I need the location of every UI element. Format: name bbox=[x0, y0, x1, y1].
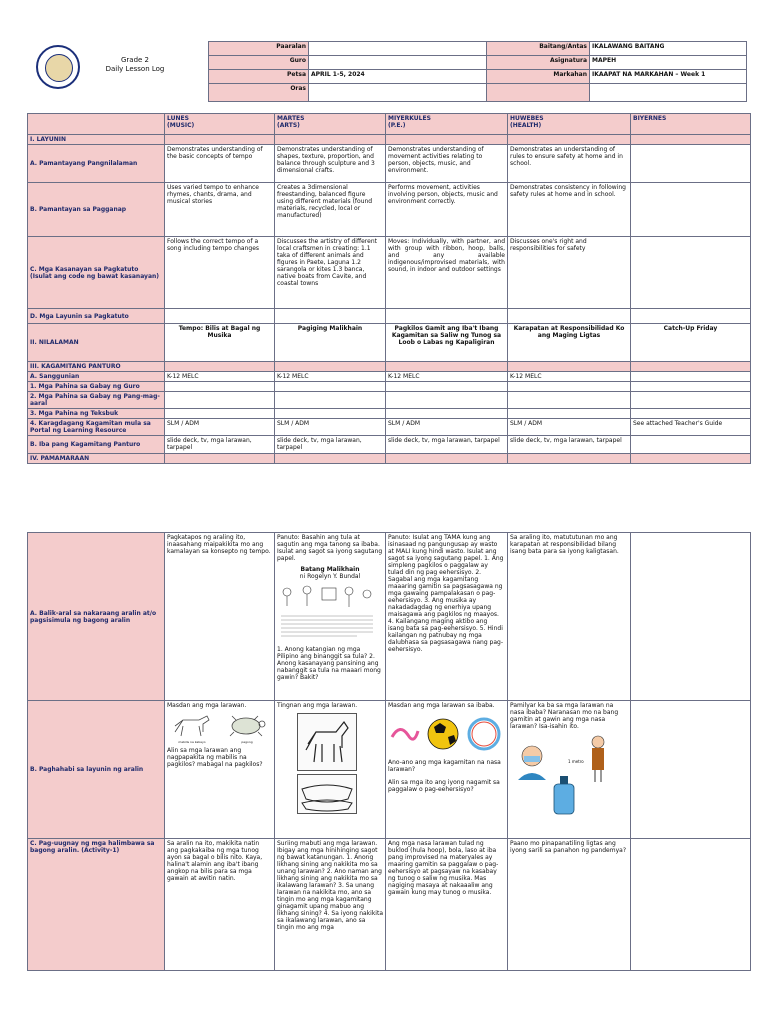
row-label: 3. Mga Pahina ng Teksbuk bbox=[28, 409, 165, 419]
taka-horse-picture bbox=[297, 713, 357, 771]
table-cell: Karapatan at Responsibilidad Ko ang Maging Ligtas bbox=[508, 324, 631, 362]
procedure-table bbox=[27, 532, 751, 971]
instruction-text: Masdan ang mga larawan. bbox=[167, 702, 247, 709]
instruction-text: Masdan ang mga larawan sa ibaba. bbox=[388, 702, 495, 709]
table-cell: Discusses one's right and responsibilities for safety bbox=[508, 237, 631, 309]
day-name: MIYERKULES bbox=[388, 115, 431, 122]
row-label: D. Mga Layunin sa Pagkatuto bbox=[28, 309, 165, 324]
day-subject: (ARTS) bbox=[277, 122, 300, 129]
day-header bbox=[165, 114, 275, 135]
day-header bbox=[508, 114, 631, 135]
header-label bbox=[487, 84, 590, 102]
table-cell bbox=[165, 701, 275, 839]
table-cell bbox=[631, 533, 751, 701]
caption: pagong bbox=[241, 740, 253, 744]
table-cell: Performs movement, activities involving person, objects, music and environment correctly. bbox=[386, 183, 508, 237]
table-cell: Suriing mabuti ang mga larawan. Ibigay ang mga hinihinging sagot ng bawat katanungan. 1. Anong likhang sining ang nakikita mo sa unang larawan? 2. Ano naman ang likhang sining ang nakikita mo sa ikalawang larawan? 3. Sa unang larawan na nakikita mo, ano sa tingin mo ang mga kagamitang ginagamit upang mabuo ang likhang sining? 4. Sa iyong nakikita sa ikalawang larawan, ano sa tingin mo ang mga bbox=[275, 839, 386, 971]
table-cell: Discusses the artistry of different local craftsmen in creating: 1.1 taka of different animals and figures in Paete, Laguna 1.2 sarangola or kites 1.3 banca, native boats from Cavite, and coastal towns bbox=[275, 237, 386, 309]
children-crafting-icon bbox=[277, 582, 377, 644]
table-cell: SLM / ADM bbox=[386, 419, 508, 436]
table-row bbox=[28, 392, 751, 409]
table-cell: Demonstrates consistency in following safety rules at home and in school. bbox=[508, 183, 631, 237]
table-row bbox=[28, 839, 751, 971]
row-label: B. Iba pang Kagamitang Panturo bbox=[28, 436, 165, 454]
table-cell: SLM / ADM bbox=[165, 419, 275, 436]
turtle-picture bbox=[222, 712, 272, 744]
table-row bbox=[28, 237, 751, 309]
table-cell: K-12 MELC bbox=[165, 372, 275, 382]
table-row bbox=[28, 533, 751, 701]
table-cell: SLM / ADM bbox=[275, 419, 386, 436]
day-header bbox=[275, 114, 386, 135]
table-cell: slide deck, tv, mga larawan, tarpapel bbox=[165, 436, 275, 454]
table-cell: Tempo: Bilis at Bagal ng Musika bbox=[165, 324, 275, 362]
section-label: IV. PAMAMARAAN bbox=[28, 454, 165, 464]
header-row bbox=[209, 56, 747, 70]
header-value: IKAAPAT NA MARKAHAN – Week 1 bbox=[590, 70, 747, 84]
poem-illustration bbox=[277, 582, 383, 644]
header-label: Markahan bbox=[487, 70, 590, 84]
header-label: Guro bbox=[209, 56, 309, 70]
table-cell bbox=[275, 533, 386, 701]
horse-icon bbox=[169, 712, 215, 738]
question-text: Ano-ano ang mga kagamitan na nasa larawan? bbox=[388, 759, 501, 773]
section-row bbox=[28, 135, 751, 145]
section-label: I. LAYUNIN bbox=[28, 135, 165, 145]
day-subject: (HEALTH) bbox=[510, 122, 542, 129]
table-cell bbox=[631, 145, 751, 183]
row-label: 2. Mga Pahina sa Gabay ng Pang-mag-aaral bbox=[28, 392, 165, 409]
distance-sign: 1 metro bbox=[568, 759, 584, 764]
table-cell: SLM / ADM bbox=[508, 419, 631, 436]
row-label: II. NILALAMAN bbox=[28, 324, 165, 362]
table-cell: Pagkatapos ng araling ito, inaasahang maipakikita mo ang kamalayan sa konsepto ng tempo. bbox=[165, 533, 275, 701]
day-name: HUWEBES bbox=[510, 115, 544, 122]
day-header bbox=[631, 114, 751, 135]
table-row bbox=[28, 701, 751, 839]
section-row bbox=[28, 454, 751, 464]
row-label: A. Balik-aral sa nakaraang aralin at/o pagsisimula ng bagong aralin bbox=[28, 533, 165, 701]
day-name: BIYERNES bbox=[633, 115, 667, 122]
table-cell: Pagiging Malikhain bbox=[275, 324, 386, 362]
table-cell: Demonstrates understanding of shapes, texture, proportion, and balance through sculpture and 3 dimensional crafts. bbox=[275, 145, 386, 183]
table-cell bbox=[508, 701, 631, 839]
banca-boat-picture bbox=[297, 774, 357, 814]
instruction-text: Pamilyar ka ba sa mga larawan na nasa ibaba? Naranasan mo na bang gamitin at gawin ang mga nasa larawan? Isa-isahin ito. bbox=[510, 702, 619, 730]
table-cell: slide deck, tv, mga larawan, tarpapel bbox=[386, 436, 508, 454]
table-row bbox=[28, 309, 751, 324]
boat-icon bbox=[298, 775, 356, 813]
table-row bbox=[28, 419, 751, 436]
table-cell: Demonstrates an understanding of rules to ensure safety at home and in school. bbox=[508, 145, 631, 183]
table-cell bbox=[631, 839, 751, 971]
table-cell bbox=[631, 237, 751, 309]
table-cell: K-12 MELC bbox=[508, 372, 631, 382]
header-row bbox=[209, 84, 747, 102]
day-name: LUNES bbox=[167, 115, 189, 122]
equipment-pictures bbox=[388, 715, 505, 753]
questions-text: 1. Anong katangian ng mga Pilipino ang binanggit sa tula? 2. Anong kasanayang pansining ang nabanggit sa tula na maaari mong gawin? Bakit? bbox=[277, 646, 381, 681]
table-cell: Sa aralin na ito, makikita natin ang pagkakaiba ng mga tunog ayon sa bagal o bilis nito. Kaya, halina't alamin ang iba't ibang angkop na bilis para sa mga gawain at awitin natin. bbox=[165, 839, 275, 971]
table-cell: Demonstrates understanding of movement activities relating to person, objects, music, and environment. bbox=[386, 145, 508, 183]
table-row bbox=[28, 382, 751, 392]
day-subject: (MUSIC) bbox=[167, 122, 195, 129]
header-row bbox=[209, 42, 747, 56]
table-cell bbox=[386, 701, 508, 839]
turtle-icon bbox=[224, 712, 270, 738]
header-label: Baitang/Antas bbox=[487, 42, 590, 56]
log-title: Daily Lesson Log bbox=[105, 65, 165, 73]
poem-title: Batang Malikhain bbox=[300, 566, 360, 573]
question-text: Alin sa mga larawan ang nagpapakita ng mabilis na pagkilos? mabagal na pagkilos? bbox=[167, 747, 263, 768]
table-cell: Demonstrates understanding of the basic concepts of tempo bbox=[165, 145, 275, 183]
table-cell: Creates a 3dimensional freestanding, balanced figure using different materials (found materials, recycled, local or manufactured) bbox=[275, 183, 386, 237]
lesson-log-table bbox=[27, 113, 751, 464]
header-value bbox=[309, 42, 487, 56]
caption: mabilis na kabayo bbox=[178, 740, 206, 744]
section-row bbox=[28, 362, 751, 372]
table-cell bbox=[631, 372, 751, 382]
ribbon-ball-hoop-icons bbox=[388, 715, 504, 753]
row-label: 4. Karagdagang Kagamitan mula sa Portal ng Learning Resource bbox=[28, 419, 165, 436]
instruction-text: Tingnan ang mga larawan. bbox=[277, 702, 358, 709]
table-cell: Panuto: Isulat ang TAMA kung ang isinasaad ng pangungusap ay wasto at MALI kung hindi wasto. Isulat ang sagot sa iyong sagutang papel. 1. Ang simpleng pagkilos o paggalaw ay tulad din ng pag eehersisyo. 2. Sagabal ang mga kagamitang maaaring gamitin sa pagsasagawa ng mga gawaing pampalakasan o pag-eehersisyo. 3. Ang musika ay nakadadagdag ng enerhiya upang maisagawa ang pagkilos ng maayos. 4. Kailangang maging aktibo ang isang bata sa pag-eehersisyo. 5. Hindi kailangan ng patnubay ng mga dalubhasa sa pagsasagawa nang pag-eehersisyo. bbox=[386, 533, 508, 701]
section-label: III. KAGAMITANG PANTURO bbox=[28, 362, 165, 372]
horse-picture bbox=[167, 712, 217, 744]
table-row bbox=[28, 324, 751, 362]
grade-label: Grade 2 bbox=[120, 56, 150, 64]
table-cell bbox=[631, 183, 751, 237]
table-row bbox=[28, 145, 751, 183]
table-cell: Uses varied tempo to enhance rhymes, chants, drama, and musical stories bbox=[165, 183, 275, 237]
table-row bbox=[28, 183, 751, 237]
animal-pictures bbox=[167, 712, 272, 744]
header-value: APRIL 1-5, 2024 bbox=[309, 70, 487, 84]
table-cell: Pagkilos Gamit ang Iba't Ibang Kagamitan sa Saliw ng Tunog sa Loob o Labas ng Kapaligiran bbox=[386, 324, 508, 362]
taka-horse-icon bbox=[298, 714, 356, 770]
day-subject: (P.E.) bbox=[388, 122, 406, 129]
header-label: Asignatura bbox=[487, 56, 590, 70]
day-name: MARTES bbox=[277, 115, 305, 122]
table-cell bbox=[631, 701, 751, 839]
table-cell: Ang mga nasa larawan tulad ng buklod (hula hoop), bola, laso at iba pang improvised na materyales ay maaring gamitin sa paggalaw o pag-eehersisyo at pagsayaw na kasabay ng tunog o saliw ng musika. Mas nagiging masaya at nakaaaliw ang gawain kung may tunog o musika. bbox=[386, 839, 508, 971]
instruction-text: Panuto: Basahin ang tula at sagutin ang mga tanong sa ibaba. Isulat ang sagot sa iyong sagutang papel. bbox=[277, 534, 383, 562]
table-cell bbox=[275, 701, 386, 839]
table-cell: slide deck, tv, mga larawan, tarpapel bbox=[275, 436, 386, 454]
header-label: Paaralan bbox=[209, 42, 309, 56]
safety-pictures bbox=[510, 730, 628, 818]
table-cell: Paano mo pinapanatiling ligtas ang iyong sarili sa panahon ng pandemya? bbox=[508, 839, 631, 971]
row-label: B. Paghahabi sa layunin ng aralin bbox=[28, 701, 165, 839]
day-header bbox=[386, 114, 508, 135]
table-row bbox=[28, 409, 751, 419]
header-value: MAPEH bbox=[590, 56, 747, 70]
corner-cell bbox=[28, 114, 165, 135]
table-row bbox=[28, 372, 751, 382]
pandemy-safety-icons bbox=[510, 730, 628, 818]
row-label: A. Sanggunian bbox=[28, 372, 165, 382]
table-cell: Sa araling ito, matututunan mo ang karapatan at responsibilidad bilang isang bata para sa iyong kaligtasan. bbox=[508, 533, 631, 701]
header-row bbox=[209, 70, 747, 84]
poem-author: ni Rogelyn Y. Bundal bbox=[299, 573, 361, 580]
row-label: A. Pamantayang Pangnilalaman bbox=[28, 145, 165, 183]
row-label: 1. Mga Pahina sa Gabay ng Guro bbox=[28, 382, 165, 392]
table-cell: Follows the correct tempo of a song including tempo changes bbox=[165, 237, 275, 309]
header-label: Petsa bbox=[209, 70, 309, 84]
row-label: C. Pag-uugnay ng mga halimbawa sa bagong aralin. (Activity-1) bbox=[28, 839, 165, 971]
table-cell bbox=[631, 436, 751, 454]
table-cell: Catch-Up Friday bbox=[631, 324, 751, 362]
header-info-table bbox=[208, 41, 747, 102]
days-header-row bbox=[28, 114, 751, 135]
header-label: Oras bbox=[209, 84, 309, 102]
table-cell: K-12 MELC bbox=[275, 372, 386, 382]
document-title bbox=[100, 56, 170, 74]
table-cell: See attached Teacher's Guide bbox=[631, 419, 751, 436]
table-cell: slide deck, tv, mga larawan, tarpapel bbox=[508, 436, 631, 454]
table-cell: K-12 MELC bbox=[386, 372, 508, 382]
header-value: IKALAWANG BAITANG bbox=[590, 42, 747, 56]
deped-seal-icon bbox=[36, 45, 80, 89]
row-label: B. Pamantayan sa Pagganap bbox=[28, 183, 165, 237]
table-row bbox=[28, 436, 751, 454]
table-cell: Moves: Individually, with partner, and with group with ribbon, hoop, balls, and any available indigenous/improvised materials, with sound, in indoor and outdoor settings bbox=[386, 237, 508, 309]
row-label: C. Mga Kasanayan sa Pagkatuto (Isulat ang code ng bawat kasanayan) bbox=[28, 237, 165, 309]
header-value bbox=[590, 84, 747, 102]
question-text: Alin sa mga ito ang iyong nagamit sa paggalaw o pag-eehersisyo? bbox=[388, 779, 500, 793]
header-value bbox=[309, 56, 487, 70]
header-value bbox=[309, 84, 487, 102]
